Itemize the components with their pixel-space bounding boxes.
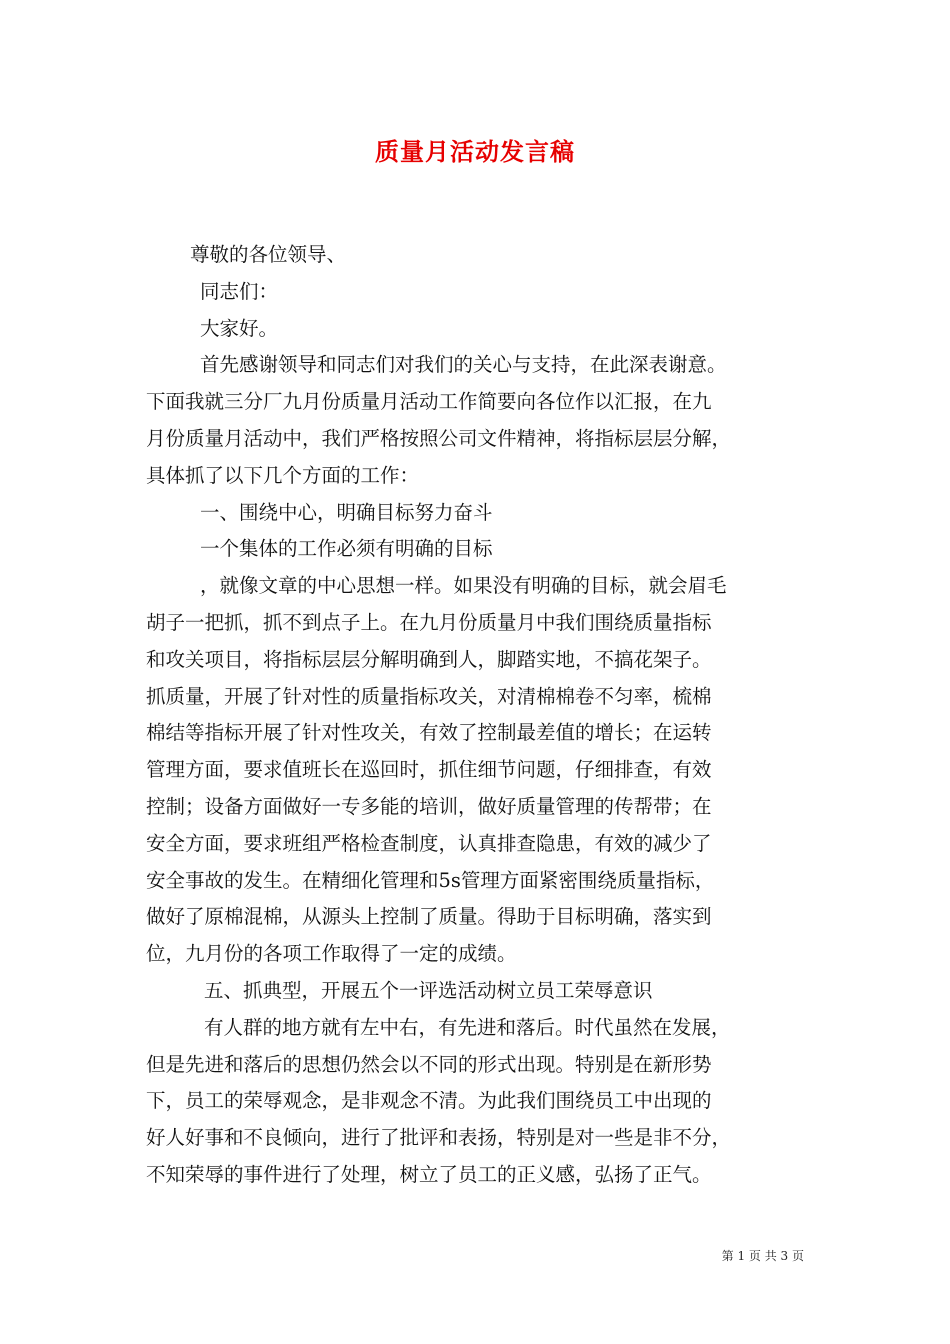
paragraph-line: 胡子一把抓，抓不到点子上。在九月份质量月中我们围绕质量指标 (146, 610, 712, 634)
section-heading: 一、围绕中心，明确目标努力奋斗 (200, 500, 493, 524)
paragraph-line: 做好了原棉混棉，从源头上控制了质量。得助于目标明确，落实到 (146, 905, 712, 929)
salutation-line: 尊敬的各位领导、 (190, 243, 347, 266)
paragraph-line: ，就像文章的中心思想一样。如果没有明确的目标，就会眉毛 (200, 574, 727, 598)
paragraph-line: 管理方面，要求值班长在巡回时，抓住细节问题，仔细排查，有效 (146, 758, 712, 782)
paragraph-line: 好人好事和不良倾向，进行了批评和表扬，特别是对一些是非不分， (146, 1126, 732, 1150)
greeting-line: 大家好。 (200, 316, 279, 340)
paragraph-line: 控制；设备方面做好一专多能的培训，做好质量管理的传帮带；在 (146, 794, 712, 818)
section-heading: 五、抓典型，开展五个一评选活动树立员工荣辱意识 (204, 978, 653, 1002)
paragraph-line: 位，九月份的各项工作取得了一定的成绩。 (146, 942, 517, 966)
paragraph-line: 和攻关项目，将指标层层分解明确到人，脚踏实地，不搞花架子。 (146, 647, 712, 671)
salutation-line: 同志们： (200, 279, 279, 303)
paragraph-line: 下，员工的荣辱观念，是非观念不清。为此我们围绕员工中出现的 (146, 1089, 712, 1113)
paragraph-line: 首先感谢领导和同志们对我们的关心与支持，在此深表谢意。 (200, 353, 727, 377)
page-indicator: 第 1 页 共 3 页 (721, 1249, 804, 1263)
paragraph-line: 安全方面，要求班组严格检查制度，认真排查隐患，有效的减少了 (146, 831, 712, 855)
paragraph-line: 但是先进和落后的思想仍然会以不同的形式出现。特别是在新形势 (146, 1052, 712, 1076)
document-title: 质量月活动发言稿 (375, 137, 575, 166)
paragraph-line: 抓质量，开展了针对性的质量指标攻关，对清棉棉卷不匀率，梳棉 (146, 684, 712, 708)
paragraph-line: 下面我就三分厂九月份质量月活动工作简要向各位作以汇报，在九 (146, 390, 712, 414)
paragraph-line: 有人群的地方就有左中右，有先进和落后。时代虽然在发展， (204, 1015, 731, 1039)
paragraph-line: 具体抓了以下几个方面的工作： (146, 463, 420, 487)
paragraph-line: 一个集体的工作必须有明确的目标 (200, 537, 493, 561)
document-body (146, 237, 806, 1194)
paragraph-line: 棉结等指标开展了针对性攻关，有效了控制最差值的增长；在运转 (146, 721, 712, 745)
paragraph-line: 安全事故的发生。在精细化管理和5s管理方面紧密围绕质量指标， (146, 868, 715, 892)
paragraph-line: 月份质量月活动中，我们严格按照公司文件精神，将指标层层分解， (146, 426, 732, 450)
paragraph-line: 不知荣辱的事件进行了处理，树立了员工的正义感，弘扬了正气。 (146, 1162, 712, 1186)
